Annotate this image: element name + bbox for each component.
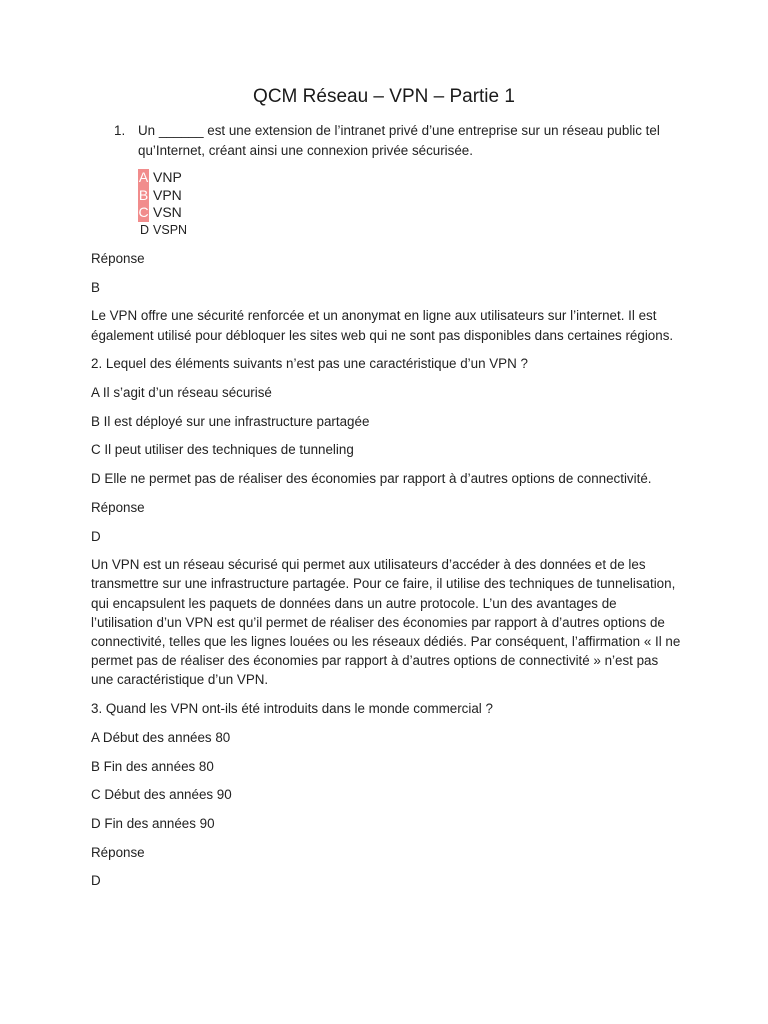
option-letter: B — [138, 186, 149, 203]
option-c — [138, 204, 187, 222]
option-d — [140, 222, 187, 240]
answer-value: D — [91, 873, 101, 889]
document-body — [91, 249, 681, 900]
answer-value: D — [91, 528, 101, 544]
question-number: 1. — [114, 123, 126, 138]
option-line: B Il est déployé sur une infrastructure partagée — [91, 413, 370, 429]
answer-label: Réponse — [91, 844, 145, 860]
answer-label: Réponse — [91, 251, 145, 266]
option-letter: D — [140, 222, 150, 237]
option-line: C Il peut utiliser des techniques de tunneling — [91, 442, 354, 458]
answer-value: B — [91, 279, 100, 295]
question-text: Un ______ est une extension de l’intranet privé d’une entreprise sur un réseau public tel qu’Internet, créant ainsi une connexion privée sécurisée. — [138, 123, 660, 158]
option-line: D Elle ne permet pas de réaliser des économies par rapport à d’autres options de connectivité. — [91, 471, 652, 487]
question-3: 3. Quand les VPN ont-ils été introduits dans le monde commercial ? — [91, 701, 493, 717]
answer-options — [138, 169, 187, 239]
explanation-paragraph: Le VPN offre une sécurité renforcée et un anonymat en ligne aux utilisateurs sur l’internet. Il est également utilisé pour débloquer les sites web qui ne sont pas disponibles dans certaines régions. — [91, 308, 674, 343]
option-letter: A — [138, 169, 149, 185]
option-text: VNP — [153, 169, 182, 185]
option-line: D Fin des années 90 — [91, 815, 215, 831]
option-line: B Fin des années 80 — [91, 758, 214, 774]
page-title: QCM Réseau – VPN – Partie 1 — [253, 86, 515, 107]
option-text: VPN — [153, 186, 182, 203]
option-letter: C — [138, 204, 149, 220]
explanation-paragraph: Un VPN est un réseau sécurisé qui permet aux utilisateurs d’accéder à des données et de les transmettre sur une infrastructure partagée. Pour ce faire, il utilise des techniques de tunnelisation, qui encapsulent les paquets de données dans un autre protocole. L’un des avantages de l’utilisation d’un VPN est qu’il permet de réaliser des économies par rapport à d’autres options de connectivité, telles que les lignes louées ou les réseaux dédiés. Par conséquent, l’affirmation « Il ne permet pas de réaliser des économies par rapport à d’autres options de connectivité » n’est pas une caractéristique d’un VPN. — [91, 557, 681, 688]
answer-label: Réponse — [91, 499, 145, 515]
option-a — [138, 169, 187, 187]
option-b — [138, 187, 187, 205]
option-line: A Début des années 80 — [91, 729, 231, 745]
question-1 — [114, 121, 684, 160]
option-text: VSPN — [153, 222, 188, 237]
question-2: 2. Lequel des éléments suivants n’est pas une caractéristique d’un VPN ? — [91, 356, 528, 372]
option-line: A Il s’agit d’un réseau sécurisé — [91, 385, 272, 401]
option-text: VSN — [153, 204, 182, 220]
option-line: C Début des années 90 — [91, 787, 232, 803]
